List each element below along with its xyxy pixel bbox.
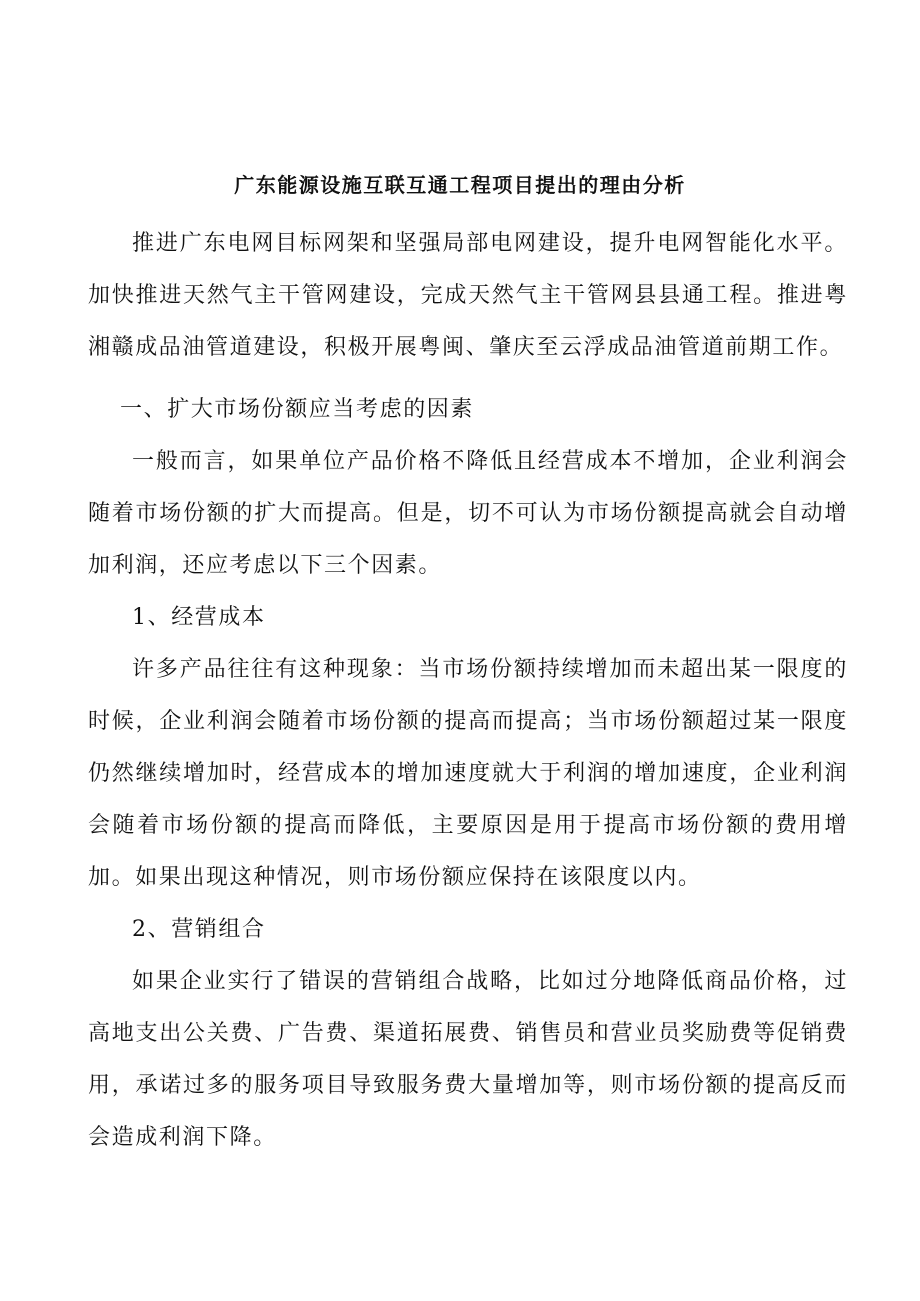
section-1-paragraph: 一般而言，如果单位产品价格不降低且经营成本不增加，企业利润会随着市场份额的扩大而提高。但是，切不可认为市场份额提高就会自动增加利润，还应考虑以下三个因素。 xyxy=(88,449,848,578)
subsection-heading-operating-cost: 1、经营成本 xyxy=(132,605,266,630)
marketing-mix-paragraph: 如果企业实行了错误的营销组合战略，比如过分地降低商品价格，过高地支出公关费、广告费、渠道拓展费、销售员和营业员奖励费等促销费用，承诺过多的服务项目导致服务费大量增加等，则市场份额的提高反而会造成利润下降。 xyxy=(88,969,848,1150)
intro-paragraph: 推进广东电网目标网架和坚强局部电网建设，提升电网智能化水平。加快推进天然气主干管网建设，完成天然气主干管网县县通工程。推进粤湘赣成品油管道建设，积极开展粤闽、肇庆至云浮成品油管道前期工作。 xyxy=(88,231,848,360)
subsection-heading-marketing-mix: 2、营销组合 xyxy=(132,917,266,942)
document-title: 广东能源设施互联互通工程项目提出的理由分析 xyxy=(234,173,686,197)
operating-cost-paragraph: 许多产品往往有这种现象：当市场份额持续增加而未超出某一限度的时候，企业利润会随着市场份额的提高而提高；当市场份额超过某一限度仍然继续增加时，经营成本的增加速度就大于利润的增加速度，企业利润会随着市场份额的提高而降低，主要原因是用于提高市场份额的费用增加。如果出现这种情况，则市场份额应保持在该限度以内。 xyxy=(88,657,848,890)
section-heading-1: 一、扩大市场份额应当考虑的因素 xyxy=(120,397,475,422)
